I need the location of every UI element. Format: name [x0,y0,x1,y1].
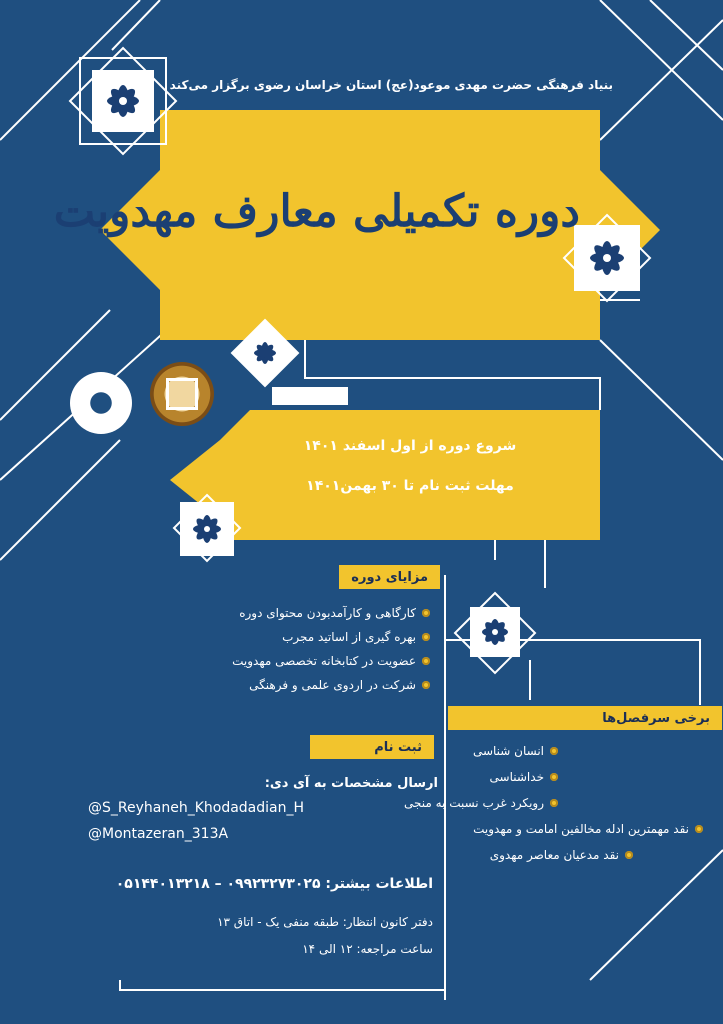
bullet-icon [422,657,430,665]
registration-heading: ثبت نام [310,735,434,759]
benefit-item-3: عضویت در کتابخانه تخصصی مهدویت [232,654,430,668]
bullet-icon [695,825,703,833]
telegram-id-1: @S_Reyhaneh_Khodadadian_H [88,800,305,816]
deadline-text: مهلت ثبت نام تا ۳۰ بهمن۱۴۰۱ [306,478,514,494]
topic-item-3: رویکرد غرب نسبت به منجی [404,796,558,810]
topic-item-2: خداشناسی [490,770,558,784]
organization-flower-logo [70,372,132,434]
kanoon-entezar-logo [150,362,214,426]
topics-heading: برخی سرفصل‌ها [448,706,722,730]
bullet-icon [422,633,430,641]
telegram-id-2: @Montazeran_313A [88,826,229,842]
bullet-icon [422,609,430,617]
more-info-phone: اطلاعات بیشتر: ۰۹۹۲۳۲۷۳۰۲۵ – ۰۵۱۴۴۰۱۳۲۱۸ [115,876,433,892]
topic-item-4: نقد مهمترین ادله مخالفین امامت و مهدویت [473,822,703,836]
organizer-line: بنیاد فرهنگی حضرت مهدی موعود(عج) استان خراسان رضوی برگزار می‌کند [169,78,613,92]
course-title: دوره تکمیلی معارف مهدویت [53,186,580,237]
benefits-heading: مزایای دوره [339,565,440,589]
bullet-icon [422,681,430,689]
start-date-text: شروع دوره از اول اسفند ۱۴۰۱ [303,438,517,454]
decorative-white-bar [272,387,348,405]
benefit-item-1: کارگاهی و کارآمدبودن محتوای دوره [239,606,430,620]
topic-item-5: نقد مدعیان معاصر مهدوی [490,848,633,862]
office-address: دفتر کانون انتظار: طبقه منفی یک - اتاق ۱۳ [217,915,433,929]
topic-item-1: انسان شناسی [473,744,558,758]
send-info-label: ارسال مشخصات به آی دی: [264,776,438,791]
visiting-hours: ساعت مراجعه: ۱۲ الی ۱۴ [302,942,433,956]
bullet-icon [550,773,558,781]
benefit-item-4: شرکت در اردوی علمی و فرهنگی [249,678,430,692]
bullet-icon [625,851,633,859]
bullet-icon [550,799,558,807]
benefit-item-2: بهره گیری از اساتید مجرب [282,630,430,644]
bullet-icon [550,747,558,755]
